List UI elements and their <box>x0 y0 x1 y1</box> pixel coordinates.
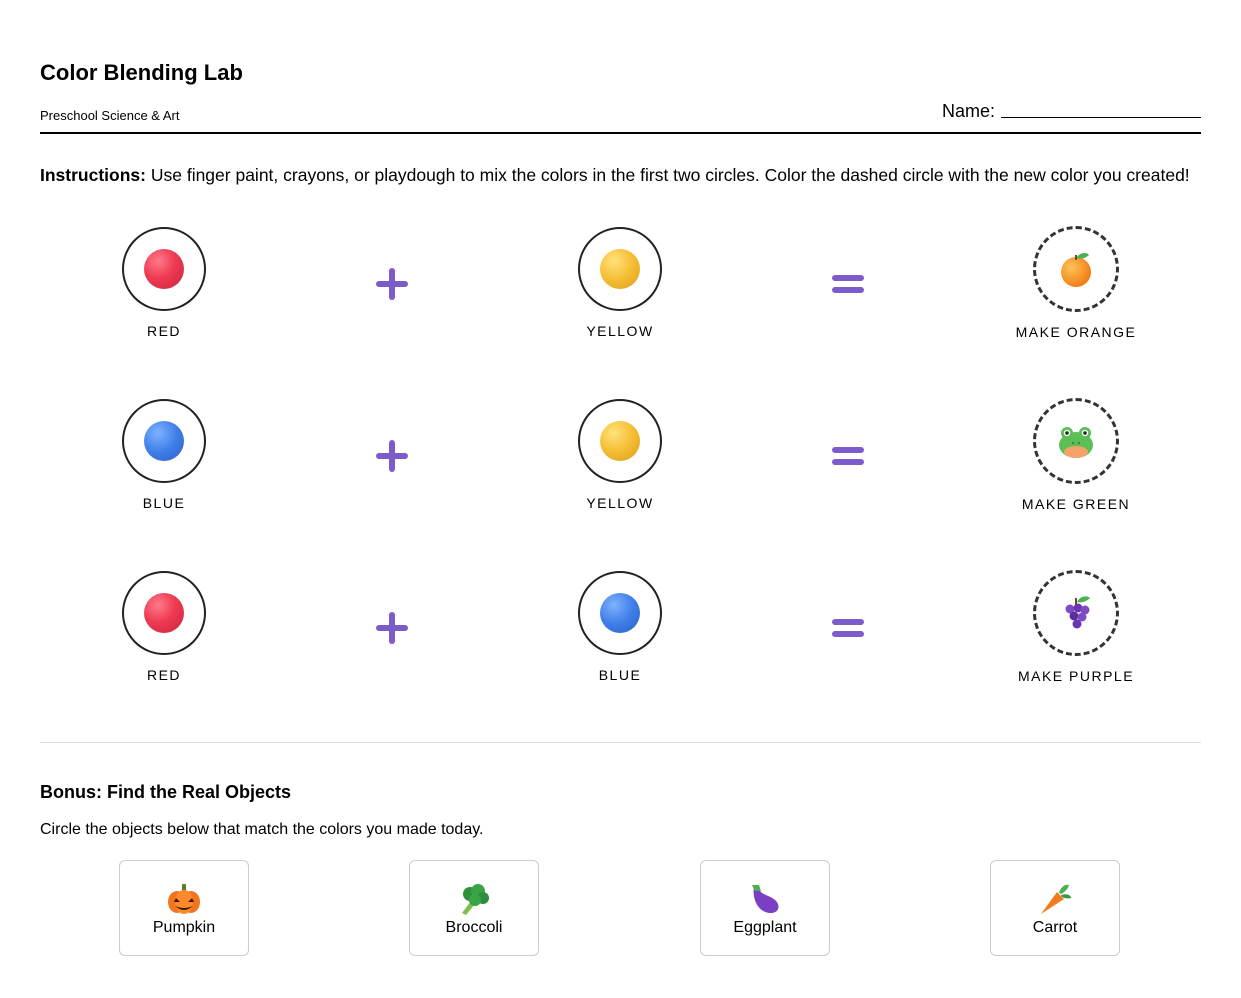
name-label: Name: <box>941 101 995 121</box>
red-paint-dot <box>144 593 184 633</box>
yellow-paint-dot <box>600 421 640 461</box>
color-label: BLUE <box>598 667 642 683</box>
page-title: Color Blending Lab <box>40 60 243 85</box>
instructions-lead: Instructions: <box>40 165 146 185</box>
color-circle-red <box>84 571 244 683</box>
result-circle-purple <box>996 571 1156 684</box>
color-circle-red <box>84 227 244 339</box>
carrot-icon <box>1037 883 1073 915</box>
dashed-color-target[interactable] <box>1033 570 1119 656</box>
instructions-text: Use finger paint, crayons, or playdough to mix the colors in the first two circles. Color the dashed circle with the new color you created! <box>145 165 1190 185</box>
color-circle-blue <box>540 571 700 683</box>
color-label: BLUE <box>142 495 186 511</box>
equals-icon <box>828 608 868 648</box>
color-circle-yellow <box>540 399 700 511</box>
page-subtitle: Preschool Science & Art <box>40 108 180 123</box>
name-write-line[interactable] <box>1001 116 1201 118</box>
result-label: MAKE PURPLE <box>1017 668 1135 684</box>
instructions <box>40 165 1190 186</box>
pumpkin-icon <box>166 883 202 915</box>
dashed-color-target[interactable] <box>1033 226 1119 312</box>
name-field <box>942 101 1201 122</box>
result-circle-orange <box>996 227 1156 340</box>
color-label: RED <box>146 667 182 683</box>
yellow-paint-dot <box>600 249 640 289</box>
bonus-title: Bonus: Find the Real Objects <box>40 782 292 802</box>
object-label: Pumpkin <box>152 919 216 936</box>
plus-icon <box>372 608 412 648</box>
object-card-pumpkin[interactable] <box>119 860 249 956</box>
equation-row-green <box>0 399 1241 529</box>
result-label: MAKE ORANGE <box>1015 324 1137 340</box>
equation-row-orange <box>0 227 1241 357</box>
equals-icon <box>828 436 868 476</box>
object-label: Carrot <box>1032 919 1078 936</box>
eggplant-icon <box>747 883 783 915</box>
grapes-icon <box>1056 593 1096 633</box>
color-circle-yellow <box>540 227 700 339</box>
blue-paint-dot <box>600 593 640 633</box>
dashed-color-target[interactable] <box>1033 398 1119 484</box>
orange-icon <box>1056 249 1096 289</box>
object-card-carrot[interactable] <box>990 860 1120 956</box>
color-label: RED <box>146 323 182 339</box>
result-label: MAKE GREEN <box>1021 496 1131 512</box>
broccoli-icon <box>456 883 492 915</box>
bonus-description: Circle the objects below that match the colors you made today. <box>40 821 484 838</box>
blue-paint-dot <box>144 421 184 461</box>
color-label: YELLOW <box>586 323 654 339</box>
result-circle-green <box>996 399 1156 512</box>
header-divider <box>40 132 1201 134</box>
red-paint-dot <box>144 249 184 289</box>
object-label: Broccoli <box>445 919 503 936</box>
equation-row-purple <box>0 571 1241 701</box>
color-circle-blue <box>84 399 244 511</box>
equals-icon <box>828 264 868 304</box>
plus-icon <box>372 264 412 304</box>
object-card-broccoli[interactable] <box>409 860 539 956</box>
object-card-eggplant[interactable] <box>700 860 830 956</box>
color-label: YELLOW <box>586 495 654 511</box>
plus-icon <box>372 436 412 476</box>
frog-icon <box>1056 421 1096 461</box>
section-divider <box>40 742 1201 743</box>
object-label: Eggplant <box>733 919 797 936</box>
